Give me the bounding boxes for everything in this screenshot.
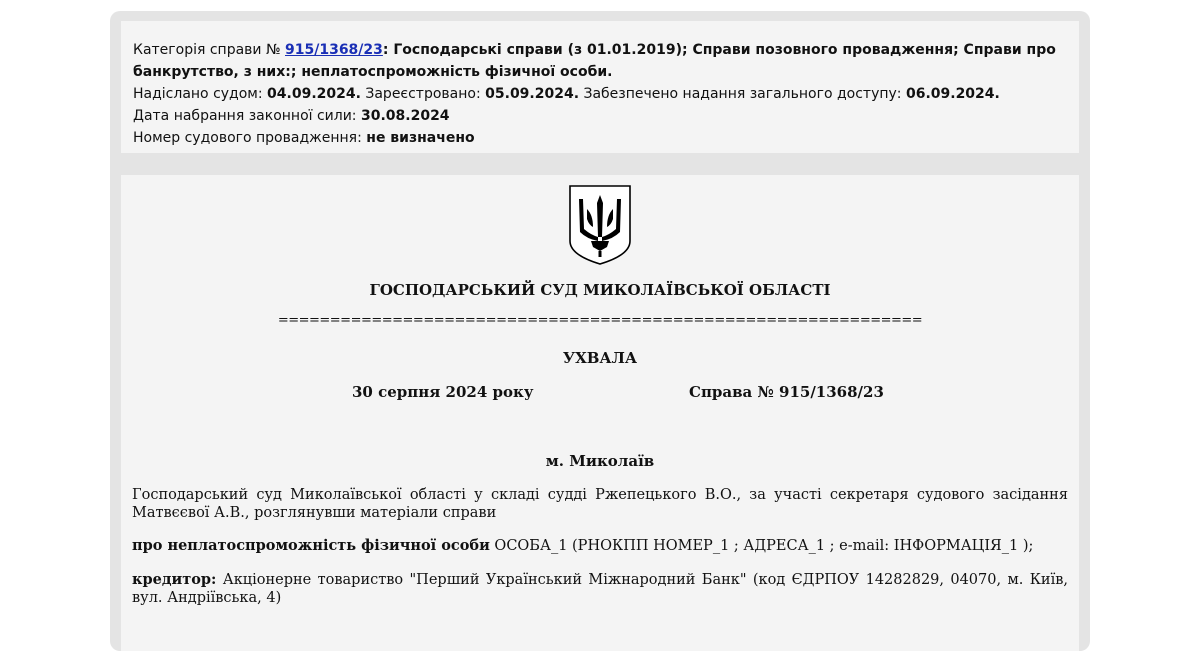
paragraph-court-composition: Господарський суд Миколаївської області у складі судді Ржепецького В.О., за участі секретаря судового засідання Матвєєвої А.В., розглянувши матеріали справи xyxy=(132,487,1068,521)
legal-force-label: Дата набрання законної сили: xyxy=(133,108,357,124)
registered-label: Зареєстровано: xyxy=(365,86,481,102)
ukraine-trident-emblem-icon xyxy=(569,185,631,265)
case-number-link[interactable]: 915/1368/23 xyxy=(285,42,383,58)
registered-value: 05.09.2024. xyxy=(485,86,580,102)
category-prefix: Категорія справи № xyxy=(133,42,281,58)
ruling-title: УХВАЛА xyxy=(562,349,638,367)
ruling-document xyxy=(121,175,1079,651)
access-value: 06.09.2024. xyxy=(905,86,1000,102)
paragraph-creditor-label: кредитор: xyxy=(132,571,217,588)
legal-force-line xyxy=(133,105,1067,127)
access-label: Забезпечено надання загального доступу: xyxy=(583,86,902,102)
case-category-line xyxy=(133,39,1067,83)
sent-label: Надіслано судом: xyxy=(133,86,263,102)
proceeding-label: Номер судового провадження: xyxy=(133,130,362,146)
paragraph-subject xyxy=(132,537,1068,555)
paragraph-subject-text: ОСОБА_1 (РНОКПП НОМЕР_1 ; АДРЕСА_1 ; e-mail: ІНФОРМАЦІЯ_1 ); xyxy=(489,538,1034,554)
ruling-date: 30 серпня 2024 року xyxy=(352,383,534,401)
document-frame xyxy=(110,11,1090,651)
sent-value: 04.09.2024. xyxy=(267,86,361,102)
paragraph-creditor xyxy=(132,571,1068,607)
legal-force-value: 30.08.2024 xyxy=(360,108,450,124)
category-text: : Господарські справи (з 01.01.2019); Справи позовного провадження; Справи про банкрутство, з них:; неплатоспроможність фізичної особи. xyxy=(133,42,1056,80)
case-metadata-panel xyxy=(121,21,1079,153)
proceeding-value: не визначено xyxy=(366,130,475,146)
paragraph-subject-label: про неплатоспроможність фізичної особи xyxy=(132,537,490,554)
court-name: ГОСПОДАРСЬКИЙ СУД МИКОЛАЇВСЬКОЇ ОБЛАСТІ xyxy=(369,281,831,299)
proceeding-line xyxy=(133,127,1067,149)
paragraph-creditor-text: Акціонерне товариство "Перший Український Міжнародний Банк" (код ЄДРПОУ 14282829, 04070, м. Київ, вул. Андріївська, 4) xyxy=(132,572,1068,606)
city: м. Миколаїв xyxy=(545,452,655,470)
separator-line: ============================================================== xyxy=(277,313,923,328)
dates-line xyxy=(133,83,1067,105)
case-number: Справа № 915/1368/23 xyxy=(689,383,884,401)
